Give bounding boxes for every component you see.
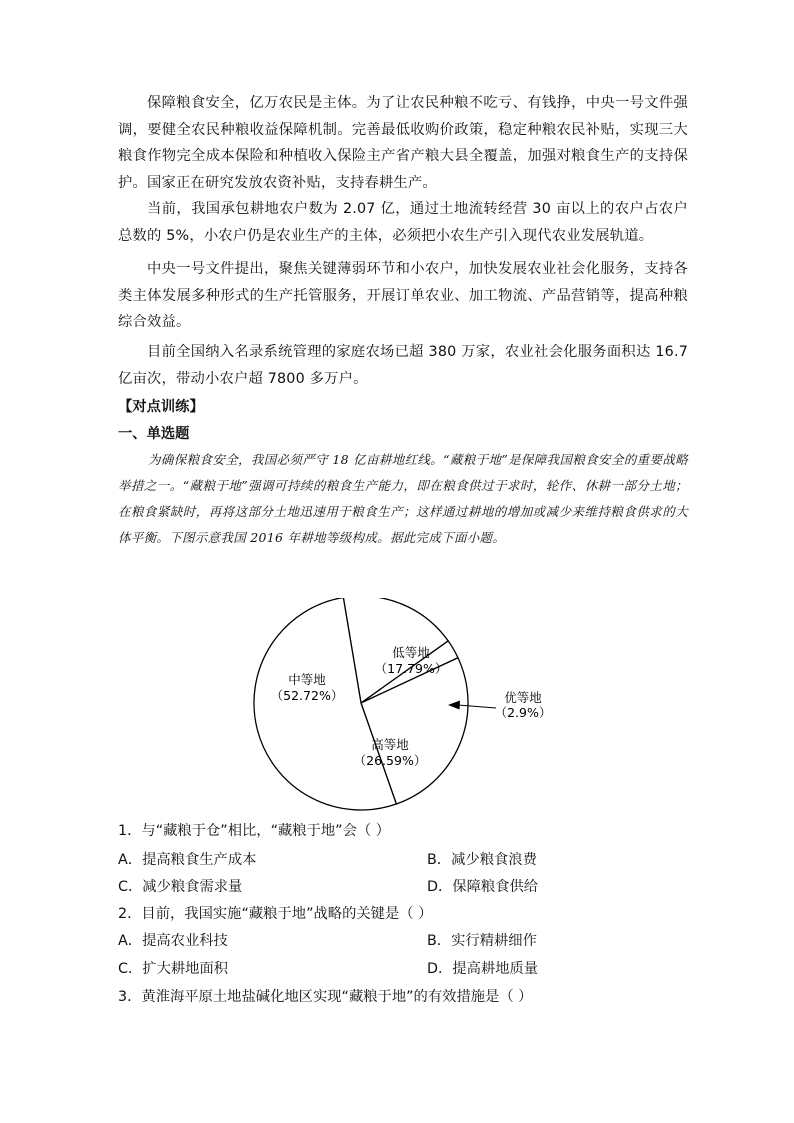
slice-label-high: 高等地 <box>371 737 409 752</box>
intro-paragraph-1: 保障粮食安全，亿万农民是主体。为了让农民种粮不吃亏、有钱挣，中央一号文件强调，要健全农民种粮收益保障机制。完善最低收购价政策，稳定种粮农民补贴，实现三大粮食作物完全成本保险和种植收入保险主产省产粮大县全覆盖，加强对粮食生产的支持保护。国家正在研究发放农资补贴，支持春耕生产。 <box>118 95 688 191</box>
sub-heading: 一、单选题 <box>118 426 190 442</box>
slice-value-low: （17.79%） <box>374 661 448 676</box>
q1-option-c[interactable]: C．减少粮食需求量 <box>118 879 243 895</box>
slice-value-high: （26.59%） <box>353 753 427 768</box>
q1-option-a[interactable]: A．提高粮食生产成本 <box>118 852 257 868</box>
question-2: 2．目前，我国实施“藏粮于地”战略的关键是（ ） <box>118 906 433 922</box>
intro-paragraph-3: 中央一号文件提出，聚焦关键薄弱环节和小农户，加快发展农业社会化服务，支持各类主体发展多种形式的生产托管服务，开展订单农业、加工物流、产品营销等，提高种粮综合效益。 <box>118 261 688 330</box>
slice-label-low: 低等地 <box>392 645 430 660</box>
section-heading: 【对点训练】 <box>118 399 204 415</box>
intro-paragraph-4: 目前全国纳入名录系统管理的家庭农场已超 380 万家，农业社会化服务面积达 16.7 亿亩次，带动小农户超 7800 多万户。 <box>118 344 688 387</box>
slice-label-top: 优等地 <box>504 690 542 705</box>
question-1: 1．与“藏粮于仓”相比，“藏粮于地”会（ ） <box>118 823 391 839</box>
question-3: 3．黄淮海平原土地盐碱化地区实现“藏粮于地”的有效措施是（ ） <box>118 989 533 1005</box>
q1-option-b[interactable]: B．减少粮食浪费 <box>427 852 537 868</box>
q1-option-d[interactable]: D．保障粮食供给 <box>427 879 539 895</box>
slice-value-mid: （52.72%） <box>270 688 344 703</box>
question-stem: 为确保粮食安全，我国必须严守 18 亿亩耕地红线。“藏粮于地”是保障我国粮食安全的重要战略举措之一。“藏粮于地”强调可持续的粮食生产能力，即在粮食供过于求时，轮作、休耕一部分土地；在粮食紧缺时，再将这部分土地迅速用于粮食生产；这样通过耕地的增加或减少来维持粮食供求的大体平衡。下图示意我国 2016 年耕地等级构成。据此完成下面小题。 <box>118 452 688 545</box>
q2-option-a[interactable]: A．提高农业科技 <box>118 933 228 949</box>
slice-label-mid: 中等地 <box>288 672 326 687</box>
intro-paragraph-2: 当前，我国承包耕地农户数为 2.07 亿，通过土地流转经营 30 亩以上的农户占农户总数的 5%，小农户仍是农业生产的主体，必须把小农生产引入现代农业发展轨道。 <box>118 201 688 244</box>
q2-option-b[interactable]: B．实行精耕细作 <box>427 933 537 949</box>
q2-option-d[interactable]: D．提高耕地质量 <box>427 961 539 977</box>
land-grade-pie-chart <box>0 598 794 828</box>
slice-value-top: （2.9%） <box>494 705 552 720</box>
q2-option-c[interactable]: C．扩大耕地面积 <box>118 961 229 977</box>
